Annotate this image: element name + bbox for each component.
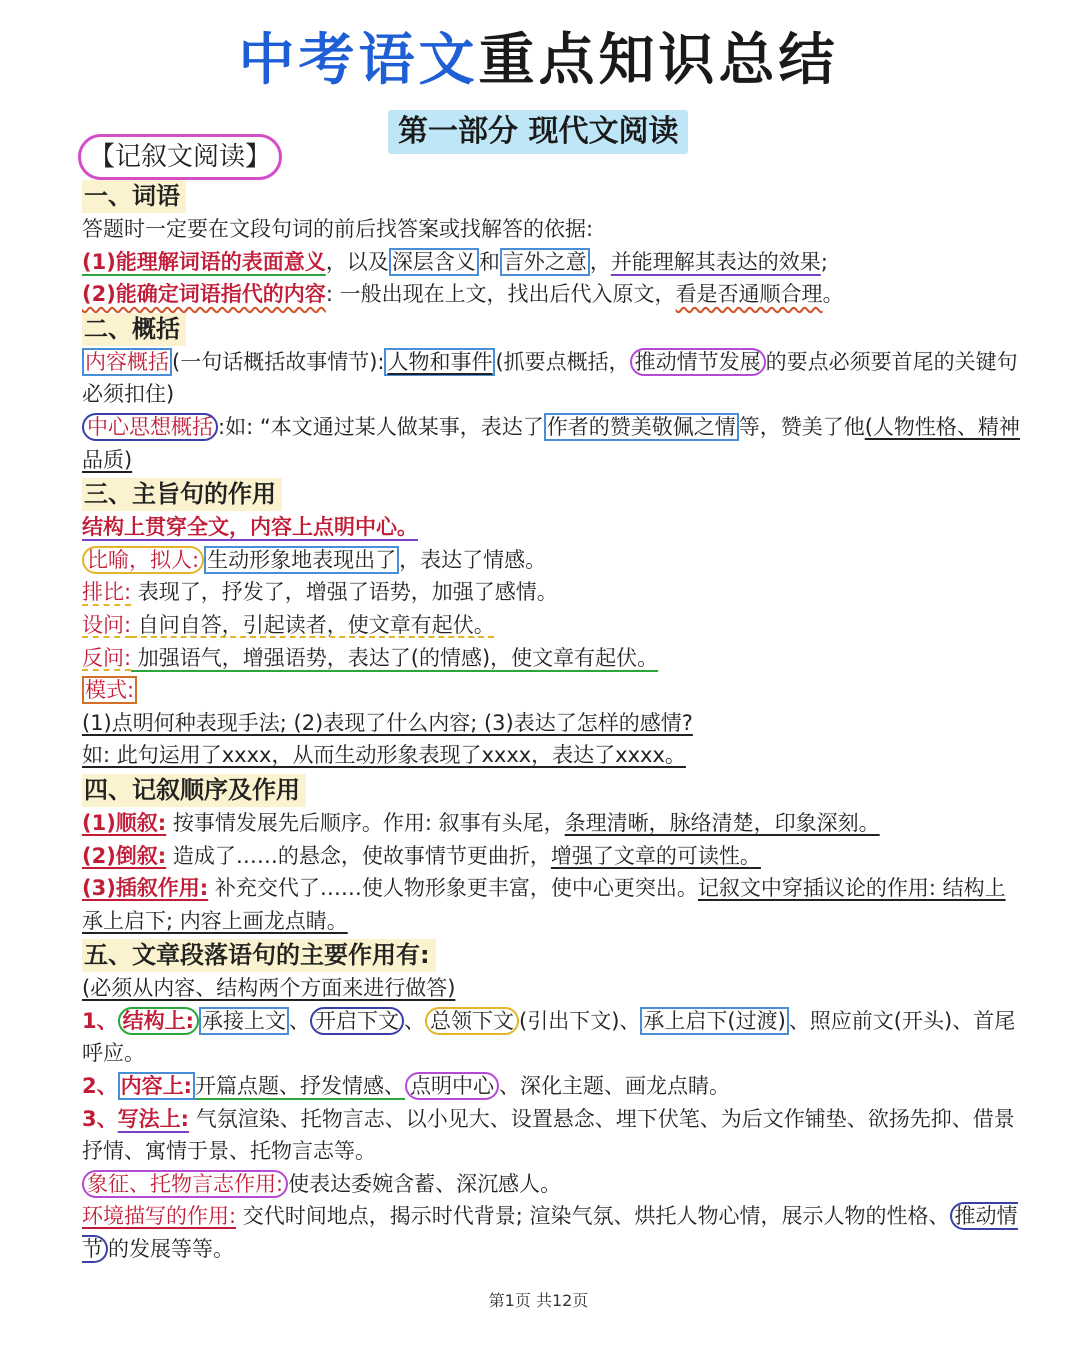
s3-mode: 模式:: [82, 674, 1022, 707]
page-footer: 第1页 共12页: [488, 1291, 589, 1310]
s5-note: (必须从内容、结构两个方面来进行做答): [82, 976, 456, 1001]
s5-item-5: 环境描写的作用: 交代时间地点，揭示时代背景; 渲染气氛、烘托人物心情，展示人物的性格、 推动情节 的发展等等。: [82, 1204, 1018, 1262]
title-dark-part: 重点知识总结: [478, 28, 839, 93]
s3-mode-2: 如: 此句运用了xxxx，从而生动形象表现了xxxx，表达了xxxx。: [82, 743, 686, 768]
title-blue-part: 中考语文: [238, 28, 479, 93]
s1-line2: (2)能确定词语指代的内容: 一般出现在上文，找出后代入原文，看是否通顺合理。: [82, 282, 844, 307]
s1-line1: (1)能理解词语的表面意义，以及 深层含义 和 言外之意 ，并能理解其表达的效果;: [82, 249, 828, 274]
s3-metaphor: 比喻，拟人: 生动形象地表现出了 ，表达了情感。: [82, 544, 1022, 577]
heading-5: 五、文章段落语句的主要作用有:: [82, 939, 436, 972]
part-heading: 第一部分 现代文阅读: [388, 110, 688, 154]
content-body: [82, 178, 1022, 1266]
heading-2: 二、概括: [82, 313, 186, 346]
s3-mode-1: (1)点明何种表现手法; (2)表现了什么内容; (3)表达了怎样的感情?: [82, 710, 693, 735]
s5-item-2: 2、 内容上: 开篇点题、抒发情感、 点明中心 、深化主题、画龙点睛。: [82, 1074, 731, 1099]
s2-content-summary: 内容概括 (一句话概括故事情节): 人物和事件 (抓要点概括， 推动情节发展 的要点必须要首尾的关键句必须扣住): [82, 349, 1018, 407]
s4-order-2: (2)倒叙: 造成了……的悬念，使故事情节更曲折，增强了文章的可读性。: [82, 843, 761, 868]
s5-item-3: 3、写法上: 气氛渲染、托物言志、以小见大、设置悬念、埋下伏笔、为后文作铺垫、欲扬先抑、借景抒情、寓情于景、托物言志等。: [82, 1106, 1015, 1164]
s3-main: 结构上贯穿全文，内容上点明中心。: [82, 515, 418, 540]
heading-1: 一、词语: [82, 180, 186, 213]
s3-parallelism: 排比: 表现了，抒发了，增强了语势，加强了感情。: [82, 580, 558, 605]
s2-main-idea: 中心思想概括 :如: “本文通过某人做某事，表达了 作者的赞美敬佩之情 等，赞美了他(人物性格、精神品质): [82, 414, 1020, 472]
s4-order-1: (1)顺叙: 按事情发展先后顺序。作用: 叙事有头尾，条理清晰，脉络清楚，印象深刻。: [82, 810, 880, 835]
s1-intro: 答题时一定要在文段句词的前后找答案或找解答的依据:: [82, 217, 594, 241]
s3-question: 设问: 自问自答，引起读者，使文章有起伏。: [82, 612, 495, 637]
heading-3: 三、主旨句的作用: [82, 478, 282, 511]
heading-4: 四、记叙顺序及作用: [82, 774, 306, 807]
page-title: [0, 26, 1077, 96]
s5-item-1: 1、 结构上: 承接上文 、 开启下文 、 总领下文 (引出下文)、 承上启下(过渡) 、照应前文(开头)、首尾呼应。: [82, 1008, 1016, 1066]
s5-item-4: 象征、托物言志作用: 使表达委婉含蓄、深沉感人。: [82, 1168, 1022, 1201]
s3-rhetorical: 反问: 加强语气，增强语势，表达了(的情感)，使文章有起伏。: [82, 645, 659, 670]
s4-order-3: (3)插叙作用: 补充交代了……使人物形象更丰富，使中心更突出。记叙文中穿插议论的作用: 结构上承上启下; 内容上画龙点睛。: [82, 876, 1006, 933]
section-label: 【记叙文阅读】: [78, 134, 282, 180]
